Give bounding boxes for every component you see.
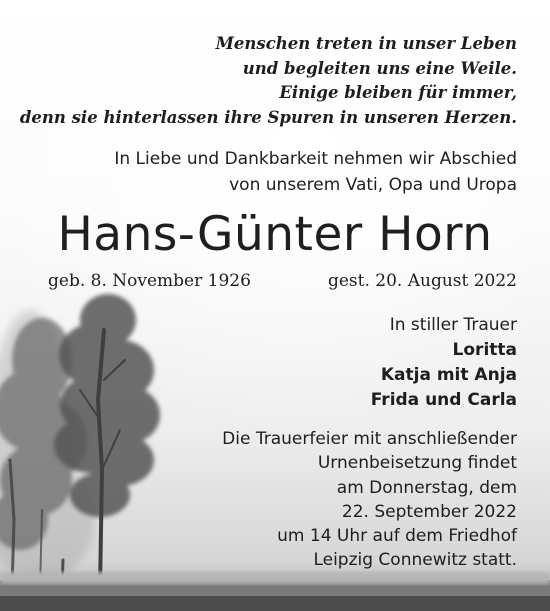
ceremony-line: 22. September 2022 xyxy=(341,501,517,522)
intro-line: von unserem Vati, Opa und Uropa xyxy=(229,175,517,195)
death-date: gest. 20. August 2022 xyxy=(327,271,517,291)
ceremony-info xyxy=(222,427,517,573)
farewell-intro xyxy=(114,146,517,198)
mourners-block xyxy=(371,313,517,413)
poem-line: und begleiten uns eine Weile. xyxy=(242,58,517,78)
poem-line: Einige bleiben für immer, xyxy=(279,83,517,102)
mourner-name: Frida und Carla xyxy=(370,390,517,410)
birth-date: geb. 8. November 1926 xyxy=(48,271,251,291)
mourner-name: Katja mit Anja xyxy=(380,365,517,385)
ceremony-line: Urnenbeisetzung findet xyxy=(317,453,517,474)
ceremony-line: Die Trauerfeier mit anschließender xyxy=(222,429,517,449)
poem-line: Menschen treten in unser Leben xyxy=(215,34,517,53)
ceremony-line: Leipzig Connewitz statt. xyxy=(313,550,517,571)
poem-line: denn sie hinterlassen ihre Spuren in unseren Herzen. xyxy=(19,107,517,127)
ground-strip xyxy=(0,572,550,611)
deceased-name: Hans-Günter Horn xyxy=(57,207,493,262)
mourner-name: Loritta xyxy=(452,340,517,360)
ceremony-line: am Donnerstag, dem xyxy=(336,477,517,498)
intro-line: In Liebe und Dankbarkeit nehmen wir Abschied xyxy=(114,149,517,169)
ceremony-line: um 14 Uhr auf dem Friedhof xyxy=(277,526,517,547)
poem xyxy=(20,32,517,130)
mourners-heading: In stiller Trauer xyxy=(389,315,517,335)
